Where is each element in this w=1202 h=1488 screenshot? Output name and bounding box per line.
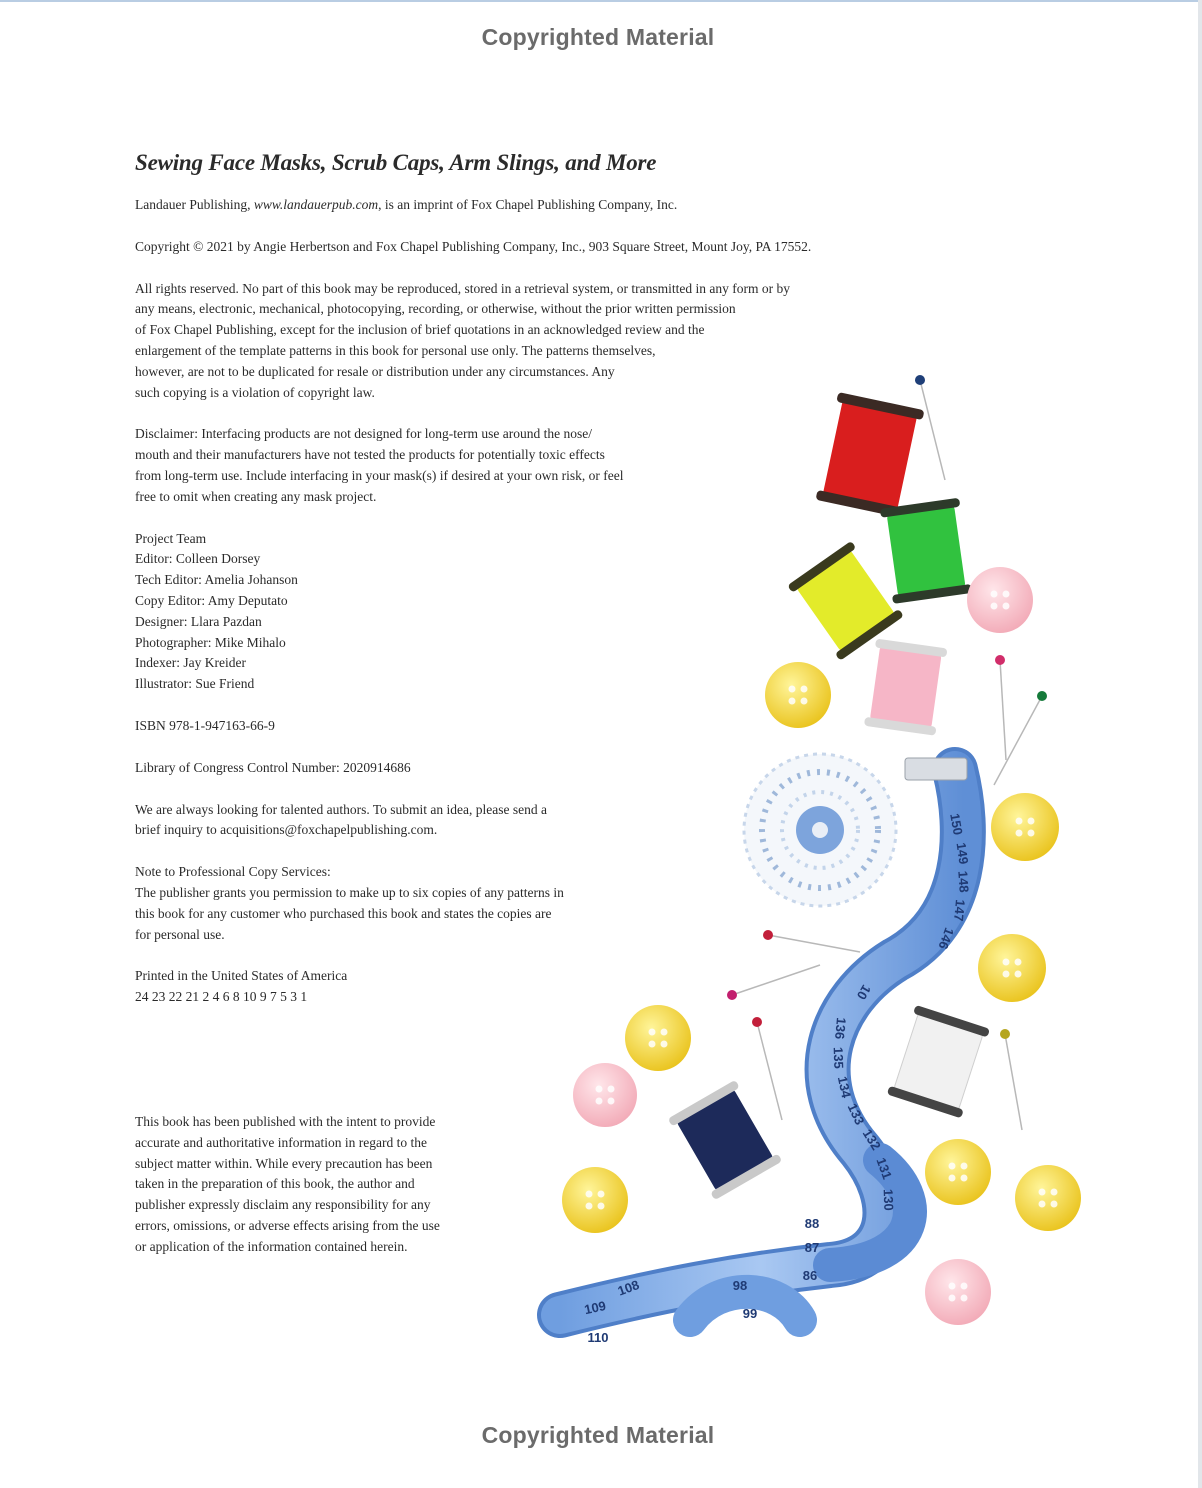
tape-number: 136 [832,1016,849,1040]
disclaimer-line: Disclaimer: Interfacing products are not designed for long-term use around the nose/ [135,426,592,442]
printed-line: Printed in the United States of America [135,968,348,984]
tape-number: 150 [947,812,966,837]
rights-line: such copying is a violation of copyright law. [135,384,375,400]
copy-services-line: this book for any customer who purchased this book and states the copies are [135,905,552,921]
watermark-bottom: Copyrighted Material [481,1422,715,1448]
watermark-top: Copyrighted Material [481,24,715,50]
team-member: Tech Editor: Amelia Johanson [135,572,298,588]
authors-line: brief inquiry to acquisitions@foxchapelpublishing.com. [135,822,438,838]
team-member: Designer: Llara Pazdan [135,613,262,629]
liability-line: accurate and authoritative information in regard to the [135,1134,428,1150]
red-thread-spool-icon [816,392,925,518]
liability-line: errors, omissions, or adverse effects arising from the use [135,1217,440,1233]
scrollbar-track[interactable] [1198,0,1202,1488]
copyright-notice: Copyright © 2021 by Angie Herbertson and Fox Chapel Publishing Company, Inc., 903 Square Street, Mount Joy, PA 17552. [135,238,812,254]
tape-number: 88 [804,1216,820,1231]
team-member: Editor: Colleen Dorsey [135,551,261,567]
print-line-numbers: 24 23 22 21 2 4 6 8 10 9 7 5 3 1 [135,989,308,1005]
imprint-after: , is an imprint of Fox Chapel Publishing Company, Inc. [378,197,678,212]
liability-line: This book has been published with the intent to provide [135,1113,436,1129]
disclaimer-line: free to omit when creating any mask project. [135,488,377,504]
team-heading: Project Team [135,530,207,546]
copy-services-line: Note to Professional Copy Services: [135,864,331,880]
book-title: Sewing Face Masks, Scrub Caps, Arm Slings, and More [135,150,657,175]
tape-number: 132 [859,1126,884,1153]
copy-services-line: for personal use. [135,926,225,942]
tape-number: 135 [830,1046,847,1069]
liability-line: or application of the information contained herein. [135,1238,408,1254]
team-member: Copy Editor: Amy Deputato [135,592,288,608]
pink-thread-spool-icon [864,639,948,736]
tape-number: 131 [873,1155,895,1182]
rights-line: of Fox Chapel Publishing, except for the inclusion of brief quotations in an acknowledged review and the [135,322,705,338]
liability-disclaimer [135,1112,535,1258]
tape-number: 130 [880,1188,897,1211]
green-thread-spool-icon [880,498,973,604]
rights-line: any means, electronic, mechanical, photocopying, recording, or otherwise, without the prior written permission [135,301,736,317]
authors-line: We are always looking for talented authors. To submit an idea, please send a [135,801,547,817]
tape-number: 108 [615,1277,642,1299]
tape-number: 10 [853,982,875,1003]
page-top-border [0,0,1202,2]
tape-number: 110 [587,1330,609,1345]
isbn: ISBN 978-1-947163-66-9 [135,717,275,733]
imprint-statement [135,195,995,216]
team-member: Illustrator: Sue Friend [135,676,255,692]
tape-number: 98 [732,1278,748,1293]
publisher-url: www.landauerpub.com [253,197,379,212]
navy-thread-spool-icon [668,1080,783,1200]
liability-line: subject matter within. While every precaution has been [135,1155,433,1171]
liability-line: taken in the preparation of this book, the author and [135,1176,415,1192]
imprint-before: Landauer Publishing, [135,197,254,212]
tape-number: 148 [955,870,972,894]
disclaimer-line: mouth and their manufacturers have not tested the products for potentially toxic effects [135,447,605,463]
disclaimer-line: from long-term use. Include interfacing in your mask(s) if desired at your own risk, or feel [135,467,624,483]
tape-number: 133 [844,1101,868,1128]
tape-number: 146 [935,925,957,952]
pin-wheel-icon [744,754,896,906]
tape-number: 134 [834,1074,854,1100]
team-member: Photographer: Mike Mihalo [135,634,286,650]
tape-number: 149 [953,841,972,866]
tape-number: 87 [804,1240,820,1255]
button-icon [562,567,1081,1325]
tape-number: 86 [802,1268,818,1283]
team-member: Indexer: Jay Kreider [135,655,246,671]
rights-line: enlargement of the template patterns in this book for personal use only. The patterns themselves, [135,342,656,358]
rights-line: however, are not to be duplicated for resale or distribution under any circumstances. Any [135,363,615,379]
tape-number: 109 [582,1298,608,1318]
sewing-notions-illustration [500,360,1100,1400]
tape-number: 99 [742,1306,758,1321]
white-thread-spool-icon [887,1005,990,1119]
liability-line: publisher expressly disclaim any responsibility for any [135,1197,431,1213]
copy-services-line: The publisher grants you permission to make up to six copies of any patterns in [135,884,564,900]
lccn: Library of Congress Control Number: 2020914686 [135,759,411,775]
rights-line: All rights reserved. No part of this book may be reproduced, stored in a retrieval system, or transmitted in any form or by [135,280,790,296]
tape-number: 147 [951,898,968,922]
